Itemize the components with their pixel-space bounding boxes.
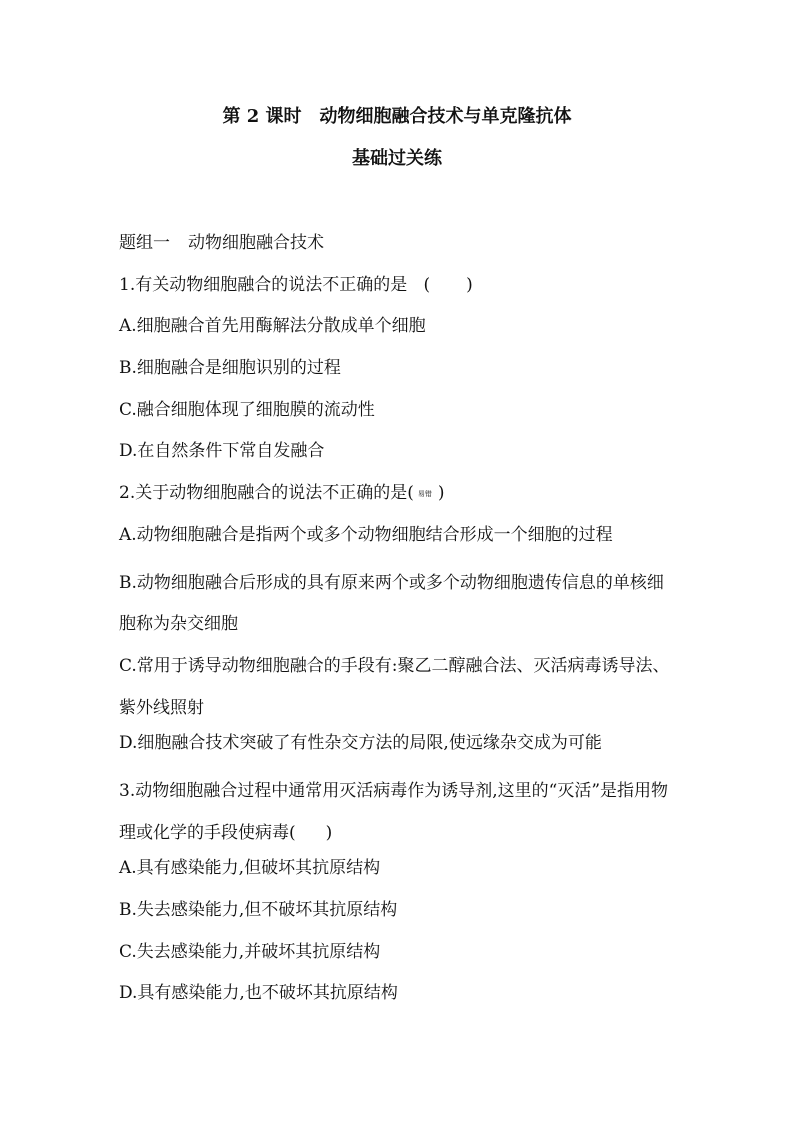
- option-b: B.失去感染能力,但不破坏其抗原结构: [119, 900, 398, 921]
- option-d: D.细胞融合技术突破了有性杂交方法的局限,使远缘杂交成为可能: [119, 733, 602, 754]
- section-label: 题组一: [119, 233, 170, 253]
- option-a: A.细胞融合首先用酶解法分散成单个细胞: [119, 316, 426, 337]
- page-title: [0, 104, 794, 130]
- question-stem: 1.有关动物细胞融合的说法不正确的是 ( ): [119, 274, 473, 295]
- lesson-topic: 动物细胞融合技术与单克隆抗体: [319, 106, 572, 127]
- option-d: D.具有感染能力,也不破坏其抗原结构: [119, 983, 398, 1004]
- answer-blank: ( ): [289, 822, 333, 843]
- option-c: C.融合细胞体现了细胞膜的流动性: [119, 399, 375, 420]
- option-d: D.在自然条件下常自发融合: [119, 441, 325, 462]
- page-subtitle: 基础过关练: [352, 148, 442, 169]
- question-stem: 2.关于动物细胞融合的说法不正确的是( 易错 ): [119, 483, 445, 504]
- option-a: A.具有感染能力,但破坏其抗原结构: [119, 858, 381, 879]
- lesson-number: 第 2 课时: [222, 106, 302, 127]
- question-stem: 3.动物细胞融合过程中通常用灭活病毒作为诱导剂,这里的“灭活”是指用物理或化学的手段使病毒( ): [119, 781, 669, 843]
- answer-blank: ( ): [423, 274, 473, 295]
- question-list: [119, 229, 679, 1021]
- option-b: B.细胞融合是细胞识别的过程: [119, 358, 341, 379]
- section-heading: [119, 229, 679, 271]
- answer-blank: ( 易错 ): [407, 483, 445, 504]
- option-c: C.失去感染能力,并破坏其抗原结构: [119, 941, 381, 962]
- option-c: C.常用于诱导动物细胞融合的手段有:聚乙二醇融合法、灭活病毒诱导法、紫外线照射: [119, 655, 670, 718]
- section-name: 动物细胞融合技术: [188, 233, 324, 253]
- option-a: A.动物细胞融合是指两个或多个动物细胞结合形成一个细胞的过程: [119, 524, 613, 545]
- option-b: B.动物细胞融合后形成的具有原来两个或多个动物细胞遗传信息的单核细胞称为杂交细胞: [119, 572, 664, 635]
- difficulty-tag: 易错: [417, 489, 432, 498]
